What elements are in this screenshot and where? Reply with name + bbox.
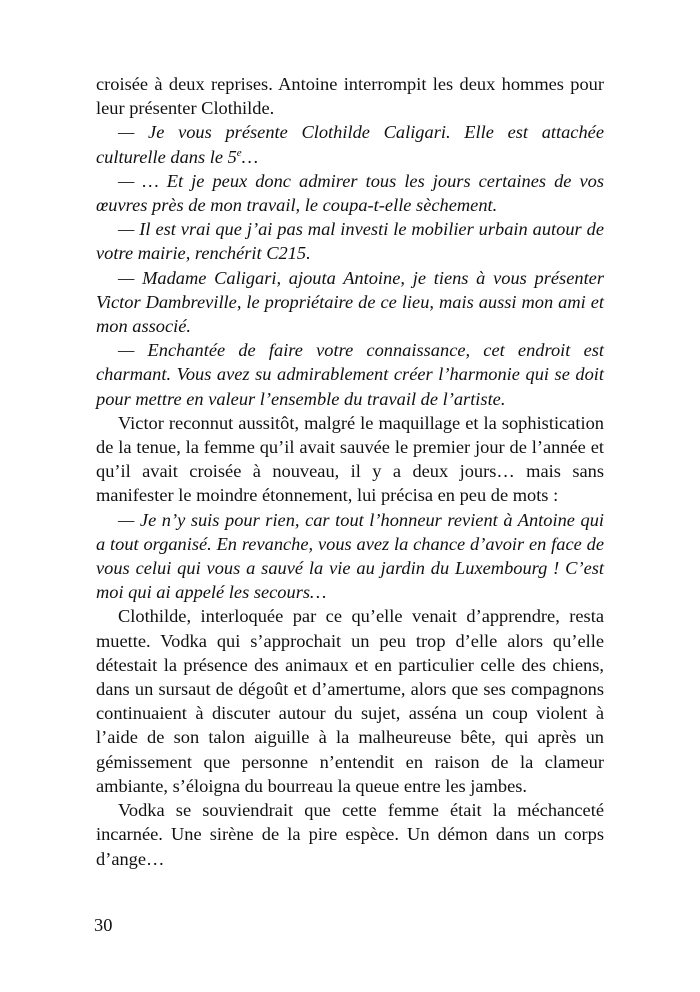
dialogue-paragraph	[96, 217, 604, 265]
page-number: 30	[94, 915, 113, 935]
body-paragraph	[96, 798, 604, 871]
body-paragraph	[96, 604, 604, 798]
paragraph-text: — Enchantée de faire votre connaissance, cet endroit est charmant. Vous avez su admirablement créer l’harmonie qui se doit pour mettre en valeur l’ensemble du travail de l’artiste.	[96, 340, 604, 409]
superscript-text: e	[236, 146, 242, 159]
paragraph-text: Clothilde, interloquée par ce qu’elle venait d’apprendre, resta muette. Vodka qui s’approchait un peu trop d’elle alors qu’elle détestait la présence des animaux et en particulier celle des chiens, dans un sursaut de dégoût et d’amertume, alors que ses compagnons continuaient à discuter autour du sujet, asséna un coup violent à l’aide de son talon aiguille à la malheureuse bête, qui après un gémissement que personne n’entendit en raison de la clameur ambiante, s’éloigna du bourreau la queue entre les jambes.	[96, 606, 604, 796]
paragraph-text: croisée à deux reprises. Antoine interrompit les deux hommes pour leur présenter Clothilde.	[96, 74, 604, 119]
dialogue-paragraph	[96, 266, 604, 339]
paragraph-text: — Il est vrai que j’ai pas mal investi le mobilier urbain autour de votre mairie, renchérit C215.	[96, 219, 604, 264]
paragraph-text: — Je vous présente Clothilde Caligari. Elle est attachée culturelle dans le 5	[96, 122, 604, 167]
paragraph-text: …	[241, 146, 259, 167]
dialogue-paragraph	[96, 120, 604, 168]
paragraph-text: — Madame Caligari, ajouta Antoine, je tiens à vous présenter Victor Dambreville, le propriétaire de ce lieu, mais aussi mon ami et mon associé.	[96, 267, 604, 337]
dialogue-paragraph	[96, 508, 604, 605]
paragraph-text: — … Et je peux donc admirer tous les jours certaines de vos œuvres près de mon travail, le coupa-t-elle sèchement.	[96, 170, 604, 216]
paragraph-text: Victor reconnut aussitôt, malgré le maquillage et la sophistication de la tenue, la femme qu’il avait sauvée le premier jour de l’année et qu’il avait croisée à nouveau, il y a deux jours… mais sans manifester le moindre étonnement, lui précisa en peu de mots :	[96, 412, 604, 506]
body-paragraph	[96, 411, 604, 508]
dialogue-paragraph	[96, 169, 604, 217]
paragraph-text: Vodka se souviendrait que cette femme était la méchanceté incarnée. Une sirène de la pire espèce. Un démon dans un corps d’ange…	[96, 800, 604, 869]
page-body	[96, 72, 604, 871]
paragraph-text: — Je n’y suis pour rien, car tout l’honneur revient à Antoine qui a tout organisé. En revanche, vous avez la chance d’avoir en face de vous celui qui vous a sauvé la vie au jardin du Luxembourg ! C’est moi qui ai appelé les secours…	[96, 509, 604, 603]
dialogue-paragraph	[96, 338, 604, 411]
body-paragraph	[96, 72, 604, 120]
